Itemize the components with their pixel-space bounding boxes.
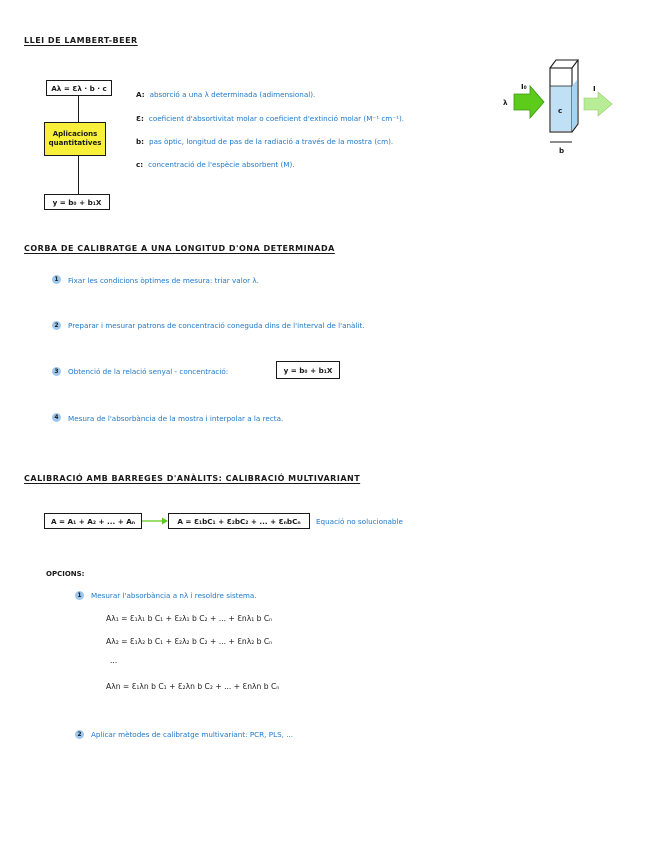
definition-row xyxy=(136,152,295,171)
i-label: I xyxy=(593,84,596,93)
arrow-right-icon xyxy=(142,516,168,526)
option-text: Aplicar mètodes de calibratge multivariant: PCR, PLS, ... xyxy=(91,730,294,739)
concentration-label: c xyxy=(558,106,563,115)
system-equation: Aλ₂ = Ɛ₁λ₂ b C₁ + Ɛ₂λ₂ b C₂ + ... + Ɛnλ₂ b Cₙ xyxy=(106,637,273,646)
definition-text: concentració de l'espècie absorbent (M). xyxy=(148,160,295,169)
step-number-badge: 1 xyxy=(52,275,61,284)
definition-text: absorció a una λ determinada (adimensional). xyxy=(149,90,316,99)
expanded-absorbance-box: A = Ɛ₁bC₁ + Ɛ₂bC₂ + ... + ƐₙbCₙ xyxy=(168,513,310,529)
system-ellipsis: ... xyxy=(110,656,118,665)
step-number-badge: 3 xyxy=(52,367,61,376)
step-text: Preparar i mesurar patrons de concentració coneguda dins de l'interval de l'anàlit. xyxy=(68,321,365,330)
connector-line xyxy=(78,96,79,122)
lambda-label: λ xyxy=(503,98,508,107)
cuvette-liquid-side xyxy=(572,80,577,131)
step-text: Mesura de l'absorbància de la mostra i interpolar a la recta. xyxy=(68,414,284,423)
incident-light-arrow xyxy=(514,86,544,118)
linear-equation-box: y = b₀ + b₁X xyxy=(44,194,110,210)
definition-row xyxy=(136,106,404,125)
step-text: Obtenció de la relació senyal - concentració: xyxy=(68,367,229,376)
i0-label: I₀ xyxy=(521,82,527,91)
section-heading-multivariate: CALIBRACIÓ AMB BARREGES D'ANÀLITS: CALIBRACIÓ MULTIVARIANT xyxy=(24,474,361,483)
unsolvable-note: Equació no solucionable xyxy=(316,517,403,526)
linear-relation-box: y = b₀ + b₁X xyxy=(276,361,340,379)
step-number-badge: 4 xyxy=(52,413,61,422)
options-label: OPCIONS: xyxy=(46,570,85,578)
definition-row xyxy=(136,82,315,101)
cuvette-top xyxy=(550,60,578,68)
section-heading-calibration-curve: CORBA DE CALIBRATGE A UNA LONGITUD D'ONA DETERMINADA xyxy=(24,244,335,253)
definition-row xyxy=(136,129,393,148)
section-heading-lambert-beer: LLEI DE LAMBERT-BEER xyxy=(24,36,138,45)
transmitted-light-arrow xyxy=(584,92,612,116)
connector-line xyxy=(78,156,79,194)
definition-text: pas òptic, longitud de pas de la radiació a través de la mostra (cm). xyxy=(149,137,394,146)
definition-key: b: xyxy=(136,137,145,146)
option-text: Mesurar l'absorbància a nλ i resoldre sistema. xyxy=(91,591,257,600)
cuvette-diagram xyxy=(496,52,620,156)
definition-key: A: xyxy=(136,90,145,99)
system-equation: Aλ₁ = Ɛ₁λ₁ b C₁ + Ɛ₂λ₁ b C₂ + ... + Ɛnλ₁ b Cₙ xyxy=(106,614,273,623)
formula-box: Aλ = Ɛλ · b · c xyxy=(46,80,112,96)
applications-box: Aplicacions quantitatives xyxy=(44,122,106,156)
sum-absorbance-box: A = A₁ + A₂ + ... + Aₙ xyxy=(44,513,142,529)
definition-key: Ɛ: xyxy=(136,114,144,123)
path-length-label: b xyxy=(559,146,565,155)
option-number-badge: 2 xyxy=(75,730,84,739)
option-number-badge: 1 xyxy=(75,591,84,600)
step-number-badge: 2 xyxy=(52,321,61,330)
system-equation: Aλn = Ɛ₁λn b C₁ + Ɛ₂λn b C₂ + ... + Ɛnλn b Cₙ xyxy=(106,682,280,691)
step-text: Fixar les condicions òptimes de mesura: triar valor λ. xyxy=(68,276,259,285)
definition-key: c: xyxy=(136,160,144,169)
definition-text: coeficient d'absortivitat molar o coeficient d'extinció molar (M⁻¹ cm⁻¹). xyxy=(148,114,405,123)
